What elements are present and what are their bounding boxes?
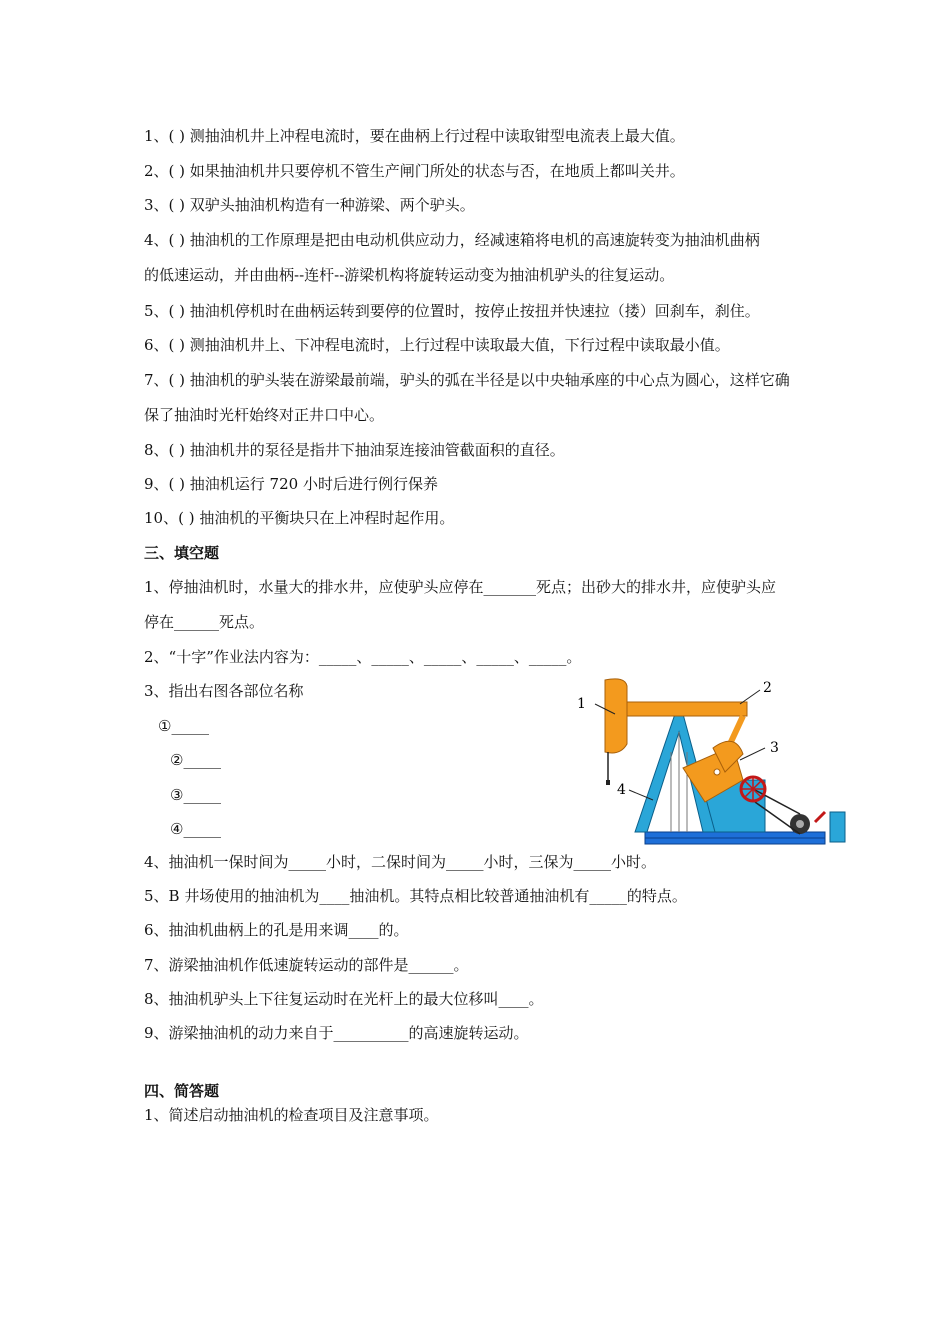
fill-item-5: 5、B 井场使用的抽油机为____抽油机。其特点相比较普通抽油机有_____的特点。 — [144, 887, 687, 905]
judgment-item-2: 2、( ) 如果抽油机井只要停机不管生产闸门所处的状态与否，在地质上都叫关井。 — [144, 162, 685, 180]
walking-beam — [615, 702, 747, 716]
figure-label-2: 2 — [763, 680, 772, 696]
fill-item-9: 9、游梁抽油机的动力来自于__________的高速旋转运动。 — [144, 1024, 529, 1042]
figure-label-1: 1 — [577, 696, 586, 712]
fill-item-6: 6、抽油机曲柄上的孔是用来调____的。 — [144, 921, 409, 939]
motor — [830, 812, 845, 842]
horsehead — [605, 679, 627, 753]
fill-item-8: 8、抽油机驴头上下往复运动时在光杆上的最大位移叫____。 — [144, 990, 544, 1008]
fill-item-2: 2、“十字”作业法内容为：_____、_____、_____、_____、_____。 — [144, 648, 582, 666]
judgment-item-5: 5、( ) 抽油机停机时在曲柄运转到要停的位置时，按停止按扭并快速拉（搂）回刹车，刹住。 — [144, 302, 760, 320]
judgment-item-9: 9、( ) 抽油机运行 720 小时后进行例行保养 — [144, 475, 438, 493]
judgment-item-7-continued: 保了抽油时光杆始终对正井口中心。 — [144, 406, 385, 424]
section-title-fill: 三、填空题 — [144, 544, 220, 562]
part-blank-2: ②_____ — [170, 751, 221, 769]
judgment-item-4-continued: 的低速运动，并由曲柄--连杆--游梁机构将旋转运动变为抽油机驴头的往复运动。 — [144, 266, 675, 284]
judgment-item-7: 7、( ) 抽油机的驴头装在游梁最前端，驴头的弧在半径是以中央轴承座的中心点为圆心，这样它确 — [144, 371, 790, 389]
section-title-short-answer: 四、简答题 — [144, 1082, 220, 1100]
pump-jack-figure — [575, 672, 855, 857]
judgment-item-1: 1、( ) 测抽油机井上冲程电流时，要在曲柄上行过程中读取钳型电流表上最大值。 — [144, 127, 685, 145]
judgment-item-4: 4、( ) 抽油机的工作原理是把由电动机供应动力，经减速箱将电机的高速旋转变为抽油机曲柄 — [144, 231, 760, 249]
judgment-item-8: 8、( ) 抽油机井的泵径是指井下抽油泵连接油管截面积的直径。 — [144, 441, 565, 459]
judgment-item-10: 10、( ) 抽油机的平衡块只在上冲程时起作用。 — [144, 509, 455, 527]
fill-item-1-continued: 停在______死点。 — [144, 613, 265, 631]
short-answer-item-1: 1、简述启动抽油机的检查项目及注意事项。 — [144, 1106, 439, 1124]
figure-label-3: 3 — [770, 740, 779, 756]
fill-item-7: 7、游梁抽油机作低速旋转运动的部件是______。 — [144, 956, 469, 974]
part-blank-3: ③_____ — [170, 786, 221, 804]
figure-label-4: 4 — [617, 782, 626, 798]
fill-item-4: 4、抽油机一保时间为_____小时，二保时间为_____小时，三保为_____小时。 — [144, 853, 657, 871]
fill-item-3: 3、指出右图各部位名称 — [144, 682, 304, 700]
part-blank-4: ④_____ — [170, 820, 221, 838]
judgment-item-6: 6、( ) 测抽油机井上、下冲程电流时，上行过程中读取最大值，下行过程中读取最小值。 — [144, 336, 730, 354]
part-blank-1: ①_____ — [158, 717, 209, 735]
judgment-item-3: 3、( ) 双驴头抽油机构造有一种游梁、两个驴头。 — [144, 196, 475, 214]
fill-item-1: 1、停抽油机时，水量大的排水井，应使驴头应停在_______死点；出砂大的排水井，应使驴头应 — [144, 578, 777, 596]
